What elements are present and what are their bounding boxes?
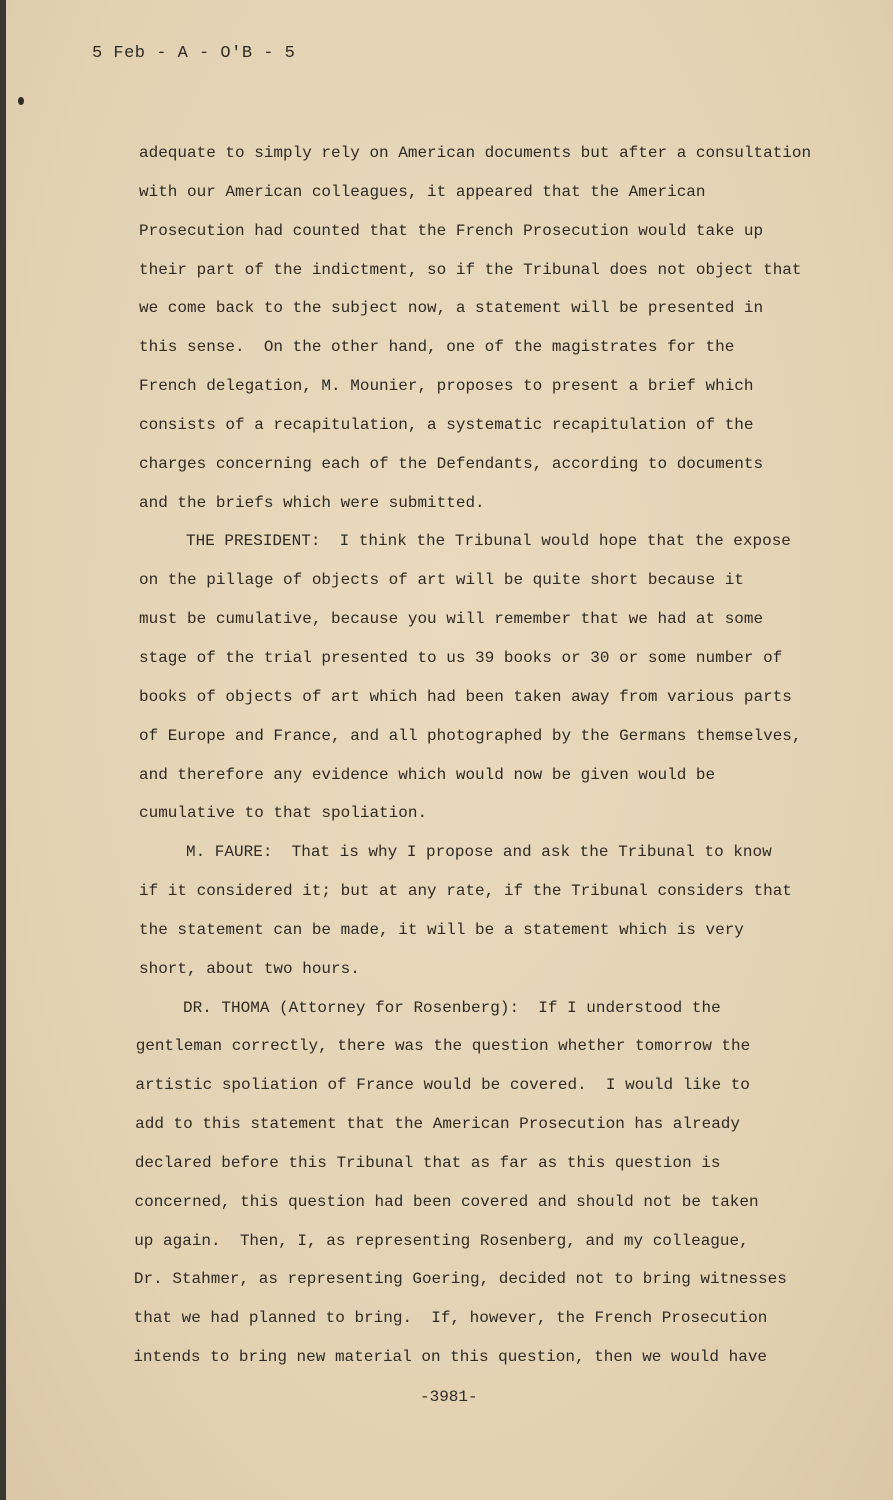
text-line: if it considered it; but at any rate, if the Tribunal considers that	[139, 882, 792, 901]
text-line: French delegation, M. Mounier, proposes to present a brief which	[139, 377, 754, 396]
text-line: artistic spoliation of France would be covered. I would like to	[135, 1076, 750, 1095]
text-line: DR. THOMA (Attorney for Rosenberg): If I understood the	[183, 998, 721, 1017]
text-line: and the briefs which were submitted.	[139, 493, 485, 512]
text-line: charges concerning each of the Defendants, according to documents	[139, 454, 764, 473]
page-number: -3981-	[420, 1388, 478, 1406]
text-line: must be cumulative, because you will remember that we had at some	[139, 610, 764, 629]
text-line: stage of the trial presented to us 39 books or 30 or some number of	[139, 648, 783, 667]
paragraph	[133, 995, 839, 1383]
text-line: and therefore any evidence which would now be given would be	[139, 765, 716, 784]
text-line: the statement can be made, it will be a statement which is very	[139, 920, 744, 939]
text-line: add to this statement that the American Prosecution has already	[135, 1115, 741, 1134]
text-line: short, about two hours.	[139, 959, 360, 978]
text-line: intends to bring new material on this question, then we would have	[133, 1348, 768, 1367]
text-line: of Europe and France, and all photographed by the Germans themselves,	[139, 726, 802, 745]
paragraph	[139, 140, 839, 528]
text-line: concerned, this question had been covered and should not be taken	[134, 1192, 759, 1211]
paragraph	[139, 528, 839, 839]
text-line: declared before this Tribunal that as far as this question is	[134, 1153, 721, 1172]
text-line: their part of the indictment, so if the Tribunal does not object that	[139, 260, 802, 279]
text-line: cumulative to that spoliation.	[139, 804, 428, 823]
text-line: Prosecution had counted that the French Prosecution would take up	[139, 221, 764, 240]
transcript-body	[133, 140, 839, 1383]
text-line: with our American colleagues, it appeared that the American	[139, 182, 706, 201]
text-line: on the pillage of objects of art will be quite short because it	[139, 571, 744, 590]
paragraph	[139, 839, 839, 994]
text-line: this sense. On the other hand, one of the magistrates for the	[139, 338, 735, 357]
text-line: THE PRESIDENT: I think the Tribunal would hope that the expose	[186, 532, 791, 551]
punch-mark	[18, 97, 24, 105]
text-line: M. FAURE: That is why I propose and ask the Tribunal to know	[186, 843, 772, 862]
text-line: books of objects of art which had been taken away from various parts	[139, 687, 792, 706]
page-edge	[0, 0, 6, 1500]
text-line: gentleman correctly, there was the question whether tomorrow the	[135, 1037, 751, 1056]
text-line: consists of a recapitulation, a systematic recapitulation of the	[139, 415, 754, 434]
page-header: 5 Feb - A - O'B - 5	[92, 44, 296, 63]
text-line: Dr. Stahmer, as representing Goering, decided not to bring witnesses	[133, 1270, 787, 1289]
text-line: that we had planned to bring. If, however, the French Prosecution	[133, 1309, 768, 1328]
text-line: adequate to simply rely on American documents but after a consultation	[139, 144, 812, 162]
text-line: up again. Then, I, as representing Rosenberg, and my colleague,	[134, 1231, 749, 1250]
text-line: we come back to the subject now, a statement will be presented in	[139, 299, 764, 318]
